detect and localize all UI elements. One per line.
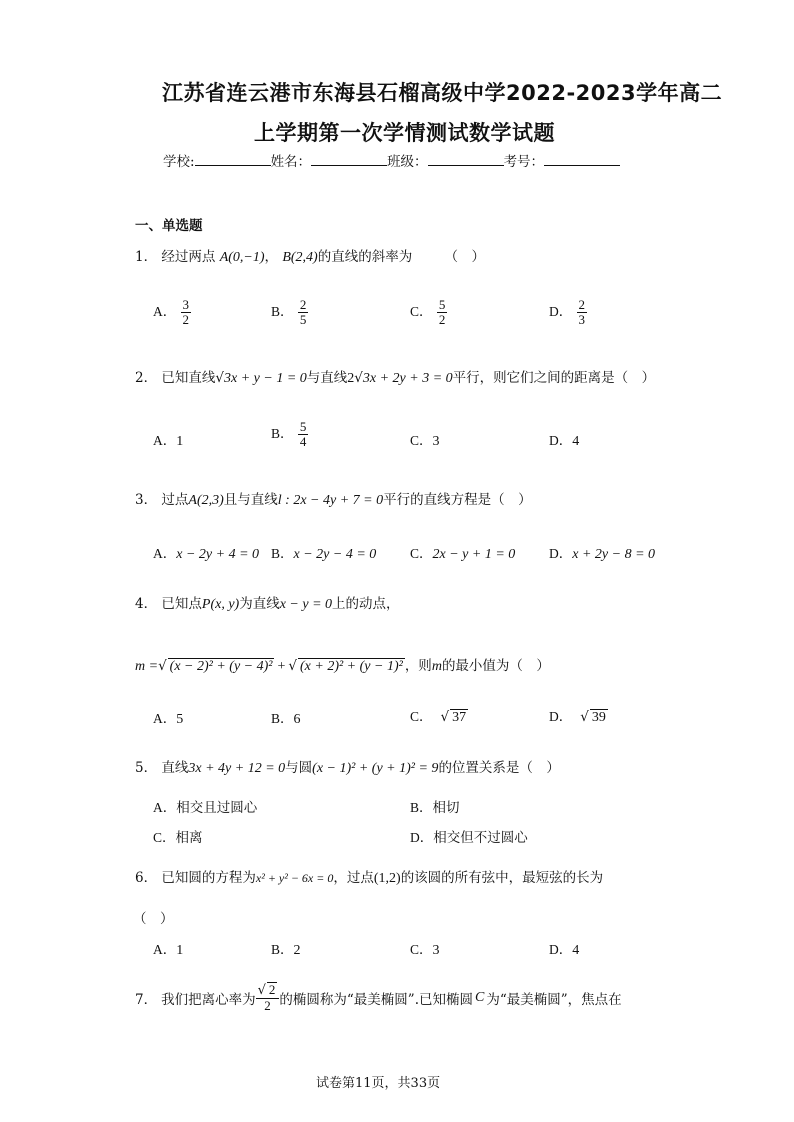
option-value: x + 2y − 8 = 0 xyxy=(572,547,656,562)
option-value: 相离 xyxy=(175,830,203,846)
option-label: A． xyxy=(153,942,177,957)
question-number: 1． xyxy=(135,249,158,265)
option-label: C． xyxy=(410,433,433,448)
numerator xyxy=(256,982,280,999)
q6-option-c[interactable] xyxy=(410,938,440,959)
radicand-2: (x + 2)² + (y − 1)² xyxy=(300,659,403,674)
numerator: 2 xyxy=(578,297,586,312)
option-label: A． xyxy=(153,433,177,448)
q5-option-a[interactable] xyxy=(153,796,257,816)
question-3 xyxy=(135,488,532,509)
q4-option-c[interactable] xyxy=(410,705,468,726)
question-5 xyxy=(135,756,560,777)
q1-option-c[interactable] xyxy=(410,298,447,327)
question-text: 经过两点 xyxy=(161,249,216,265)
option-value: 39 xyxy=(591,710,606,725)
question-number: 4． xyxy=(135,596,158,612)
q3-option-c[interactable] xyxy=(410,542,515,563)
q5-option-b[interactable] xyxy=(410,796,460,816)
question-text: 已知直线 xyxy=(161,370,216,386)
q5-option-c[interactable] xyxy=(153,826,203,846)
math-point-a: A(0,−1) xyxy=(219,250,265,265)
page-footer: 试卷第11页，共33页 xyxy=(316,1076,441,1091)
option-label: C． xyxy=(410,709,433,724)
question-text: 已知圆的方程为 xyxy=(161,870,256,886)
question-text: 的位置关系是（ ） xyxy=(438,760,560,776)
radicand-1: (x − 2)² + (y − 4)² xyxy=(169,659,273,674)
option-label: D． xyxy=(549,433,573,448)
option-label: A． xyxy=(153,711,177,726)
option-label: A． xyxy=(153,546,177,561)
option-value: 2 xyxy=(293,943,301,958)
question-4 xyxy=(135,592,400,613)
question-number: 5． xyxy=(135,760,158,776)
question-text: 且与直线 xyxy=(223,492,278,508)
denominator: 4 xyxy=(299,434,307,449)
option-label: D． xyxy=(549,304,573,319)
sqrt-sign: √ xyxy=(288,658,297,674)
q3-option-b[interactable] xyxy=(271,542,376,563)
option-label: B． xyxy=(410,800,433,815)
option-label: D． xyxy=(410,830,434,845)
radicand: 2 xyxy=(268,982,276,997)
q3-option-d[interactable] xyxy=(549,542,655,563)
q6-option-b[interactable] xyxy=(271,938,301,959)
sqrt-sign: √ xyxy=(257,983,266,998)
school-blank xyxy=(195,153,271,166)
question-text: 已知点 xyxy=(161,596,202,612)
question-text: 为“最美椭圆”，焦点在 xyxy=(486,991,622,1008)
q1-option-b[interactable] xyxy=(271,298,308,327)
q1-option-d[interactable] xyxy=(549,298,587,327)
option-label: A． xyxy=(153,304,177,319)
q4-option-d[interactable] xyxy=(549,705,608,726)
question-text: 的椭圆称为“最美椭圆”.已知椭圆 xyxy=(279,991,473,1008)
question-text: 平行的直线方程是（ ） xyxy=(383,492,532,508)
sqrt-sign: √ xyxy=(354,370,363,386)
q6-option-d[interactable] xyxy=(549,938,579,959)
question-text: 我们把离心率为 xyxy=(161,991,256,1008)
math-point: P(x, y) xyxy=(201,597,240,612)
denominator: 2 xyxy=(438,312,446,327)
option-label: B． xyxy=(271,942,294,957)
math-circle: (x − 1)² + (y + 1)² = 9 xyxy=(312,761,439,776)
q2-option-d[interactable] xyxy=(549,429,579,450)
math-point: (1,2) xyxy=(373,871,401,886)
numerator: 2 xyxy=(299,297,307,312)
name-label: 姓名： xyxy=(270,154,312,170)
sqrt-sign: √ xyxy=(580,709,589,725)
question-7 xyxy=(135,982,622,1013)
option-label: D． xyxy=(549,709,573,724)
denominator: 2 xyxy=(264,998,271,1013)
option-value: x − 2y − 4 = 0 xyxy=(293,547,377,562)
math-m: m xyxy=(431,659,442,674)
option-value: 1 xyxy=(176,434,184,449)
math-m-lhs: m = xyxy=(135,659,159,674)
section-heading: 一、单选题 xyxy=(135,218,203,234)
q5-option-d[interactable] xyxy=(410,826,528,846)
option-label: A． xyxy=(153,800,177,815)
option-label: C． xyxy=(153,830,176,845)
class-blank xyxy=(428,153,504,166)
math-line-2: 3x + 2y + 3 = 0 xyxy=(362,371,453,386)
plus-sign: + xyxy=(277,659,286,674)
option-label: C． xyxy=(410,304,433,319)
sqrt-sign: √ xyxy=(158,658,167,674)
option-value: 37 xyxy=(452,710,467,725)
question-text: ，则 xyxy=(404,658,432,674)
q2-option-a[interactable] xyxy=(153,429,183,450)
question-text: 的直线的斜率为 xyxy=(317,249,413,265)
option-value: 3 xyxy=(432,943,440,958)
question-text: 直线 xyxy=(161,760,189,776)
question-number: 6． xyxy=(135,870,158,886)
option-value: 相切 xyxy=(432,800,460,816)
name-blank xyxy=(311,153,387,166)
math-point: A(2,3) xyxy=(188,493,224,508)
fraction xyxy=(256,982,280,1013)
sqrt-sign: √ xyxy=(440,709,450,725)
option-value: 3 xyxy=(432,434,440,449)
denominator: 2 xyxy=(182,312,190,327)
separator: ， xyxy=(264,249,279,265)
denominator: 3 xyxy=(578,312,586,327)
option-value: 相交但不过圆心 xyxy=(433,830,528,846)
option-label: B． xyxy=(271,711,294,726)
option-label: C． xyxy=(410,942,433,957)
student-info-line xyxy=(163,150,620,170)
q3-option-a[interactable] xyxy=(153,542,259,563)
math-line: l : 2x − 4y + 7 = 0 xyxy=(277,493,384,508)
math-var: C xyxy=(475,989,485,1005)
exam-no-blank xyxy=(544,153,620,166)
math-point-b: B(2,4) xyxy=(282,250,318,265)
answer-paren: （ ） xyxy=(444,249,485,265)
option-value: 相交且过圆心 xyxy=(176,800,258,816)
fraction xyxy=(181,298,192,327)
question-number: 7． xyxy=(135,991,158,1008)
numerator: 5 xyxy=(438,297,446,312)
option-value: 4 xyxy=(572,943,580,958)
option-value: 2x − y + 1 = 0 xyxy=(432,547,516,562)
option-label: B． xyxy=(271,304,294,319)
question-2 xyxy=(135,366,655,387)
exam-title-line2: 上学期第一次学情测试数学试题 xyxy=(254,121,555,145)
q2-option-b[interactable] xyxy=(271,420,308,449)
question-text: 的该圆的所有弦中，最短弦的长为 xyxy=(400,870,604,886)
q1-option-a[interactable] xyxy=(153,298,191,327)
question-text: 与圆 xyxy=(285,760,313,776)
question-text: 与直线 xyxy=(306,370,348,386)
option-value: 4 xyxy=(572,434,580,449)
question-text: ，过点 xyxy=(333,870,374,886)
q6-option-a[interactable] xyxy=(153,938,183,959)
question-number: 2． xyxy=(135,370,158,386)
question-text: 为直线 xyxy=(239,596,280,612)
option-label: C． xyxy=(410,546,433,561)
question-6 xyxy=(135,866,603,887)
denominator: 5 xyxy=(299,312,307,327)
option-value: 5 xyxy=(176,712,184,727)
question-text: 的最小值为（ ） xyxy=(441,658,550,674)
sqrt-sign: √ xyxy=(215,370,224,386)
fraction xyxy=(577,298,588,327)
school-label: 学校: xyxy=(163,154,195,170)
question-1 xyxy=(135,245,485,266)
option-value: x − 2y + 4 = 0 xyxy=(176,547,260,562)
math-line-1: 3x + y − 1 = 0 xyxy=(224,371,307,386)
numerator: 5 xyxy=(299,419,307,434)
question-text: 平行，则它们之间的距离是（ ） xyxy=(452,370,656,386)
question-text: 上的动点， xyxy=(332,596,400,612)
fraction xyxy=(437,298,448,327)
fraction xyxy=(298,420,309,449)
question-4-formula xyxy=(135,654,550,675)
option-label: D． xyxy=(549,942,573,957)
option-label: B． xyxy=(271,546,294,561)
math-equation: x² + y² − 6x = 0 xyxy=(255,871,334,885)
math-line: 3x + 4y + 12 = 0 xyxy=(188,761,286,776)
exam-title-line1: 江苏省连云港市东海县石榴高级中学2022-2023学年高二 xyxy=(162,81,723,105)
exam-no-label: 考号： xyxy=(503,154,545,170)
option-value: 6 xyxy=(293,712,301,727)
q4-option-a[interactable] xyxy=(153,707,183,728)
question-number: 3． xyxy=(135,492,158,508)
math-coefficient: 2 xyxy=(347,371,355,386)
fraction xyxy=(298,298,309,327)
question-6-paren: （ ） xyxy=(133,911,174,927)
numerator: 3 xyxy=(182,297,190,312)
math-line: x − y = 0 xyxy=(279,597,333,612)
question-text: 过点 xyxy=(161,492,189,508)
option-value: 1 xyxy=(176,943,184,958)
option-label: B． xyxy=(271,426,294,441)
class-label: 班级： xyxy=(387,154,428,170)
option-label: D． xyxy=(549,546,573,561)
q2-option-c[interactable] xyxy=(410,429,440,450)
q4-option-b[interactable] xyxy=(271,707,301,728)
